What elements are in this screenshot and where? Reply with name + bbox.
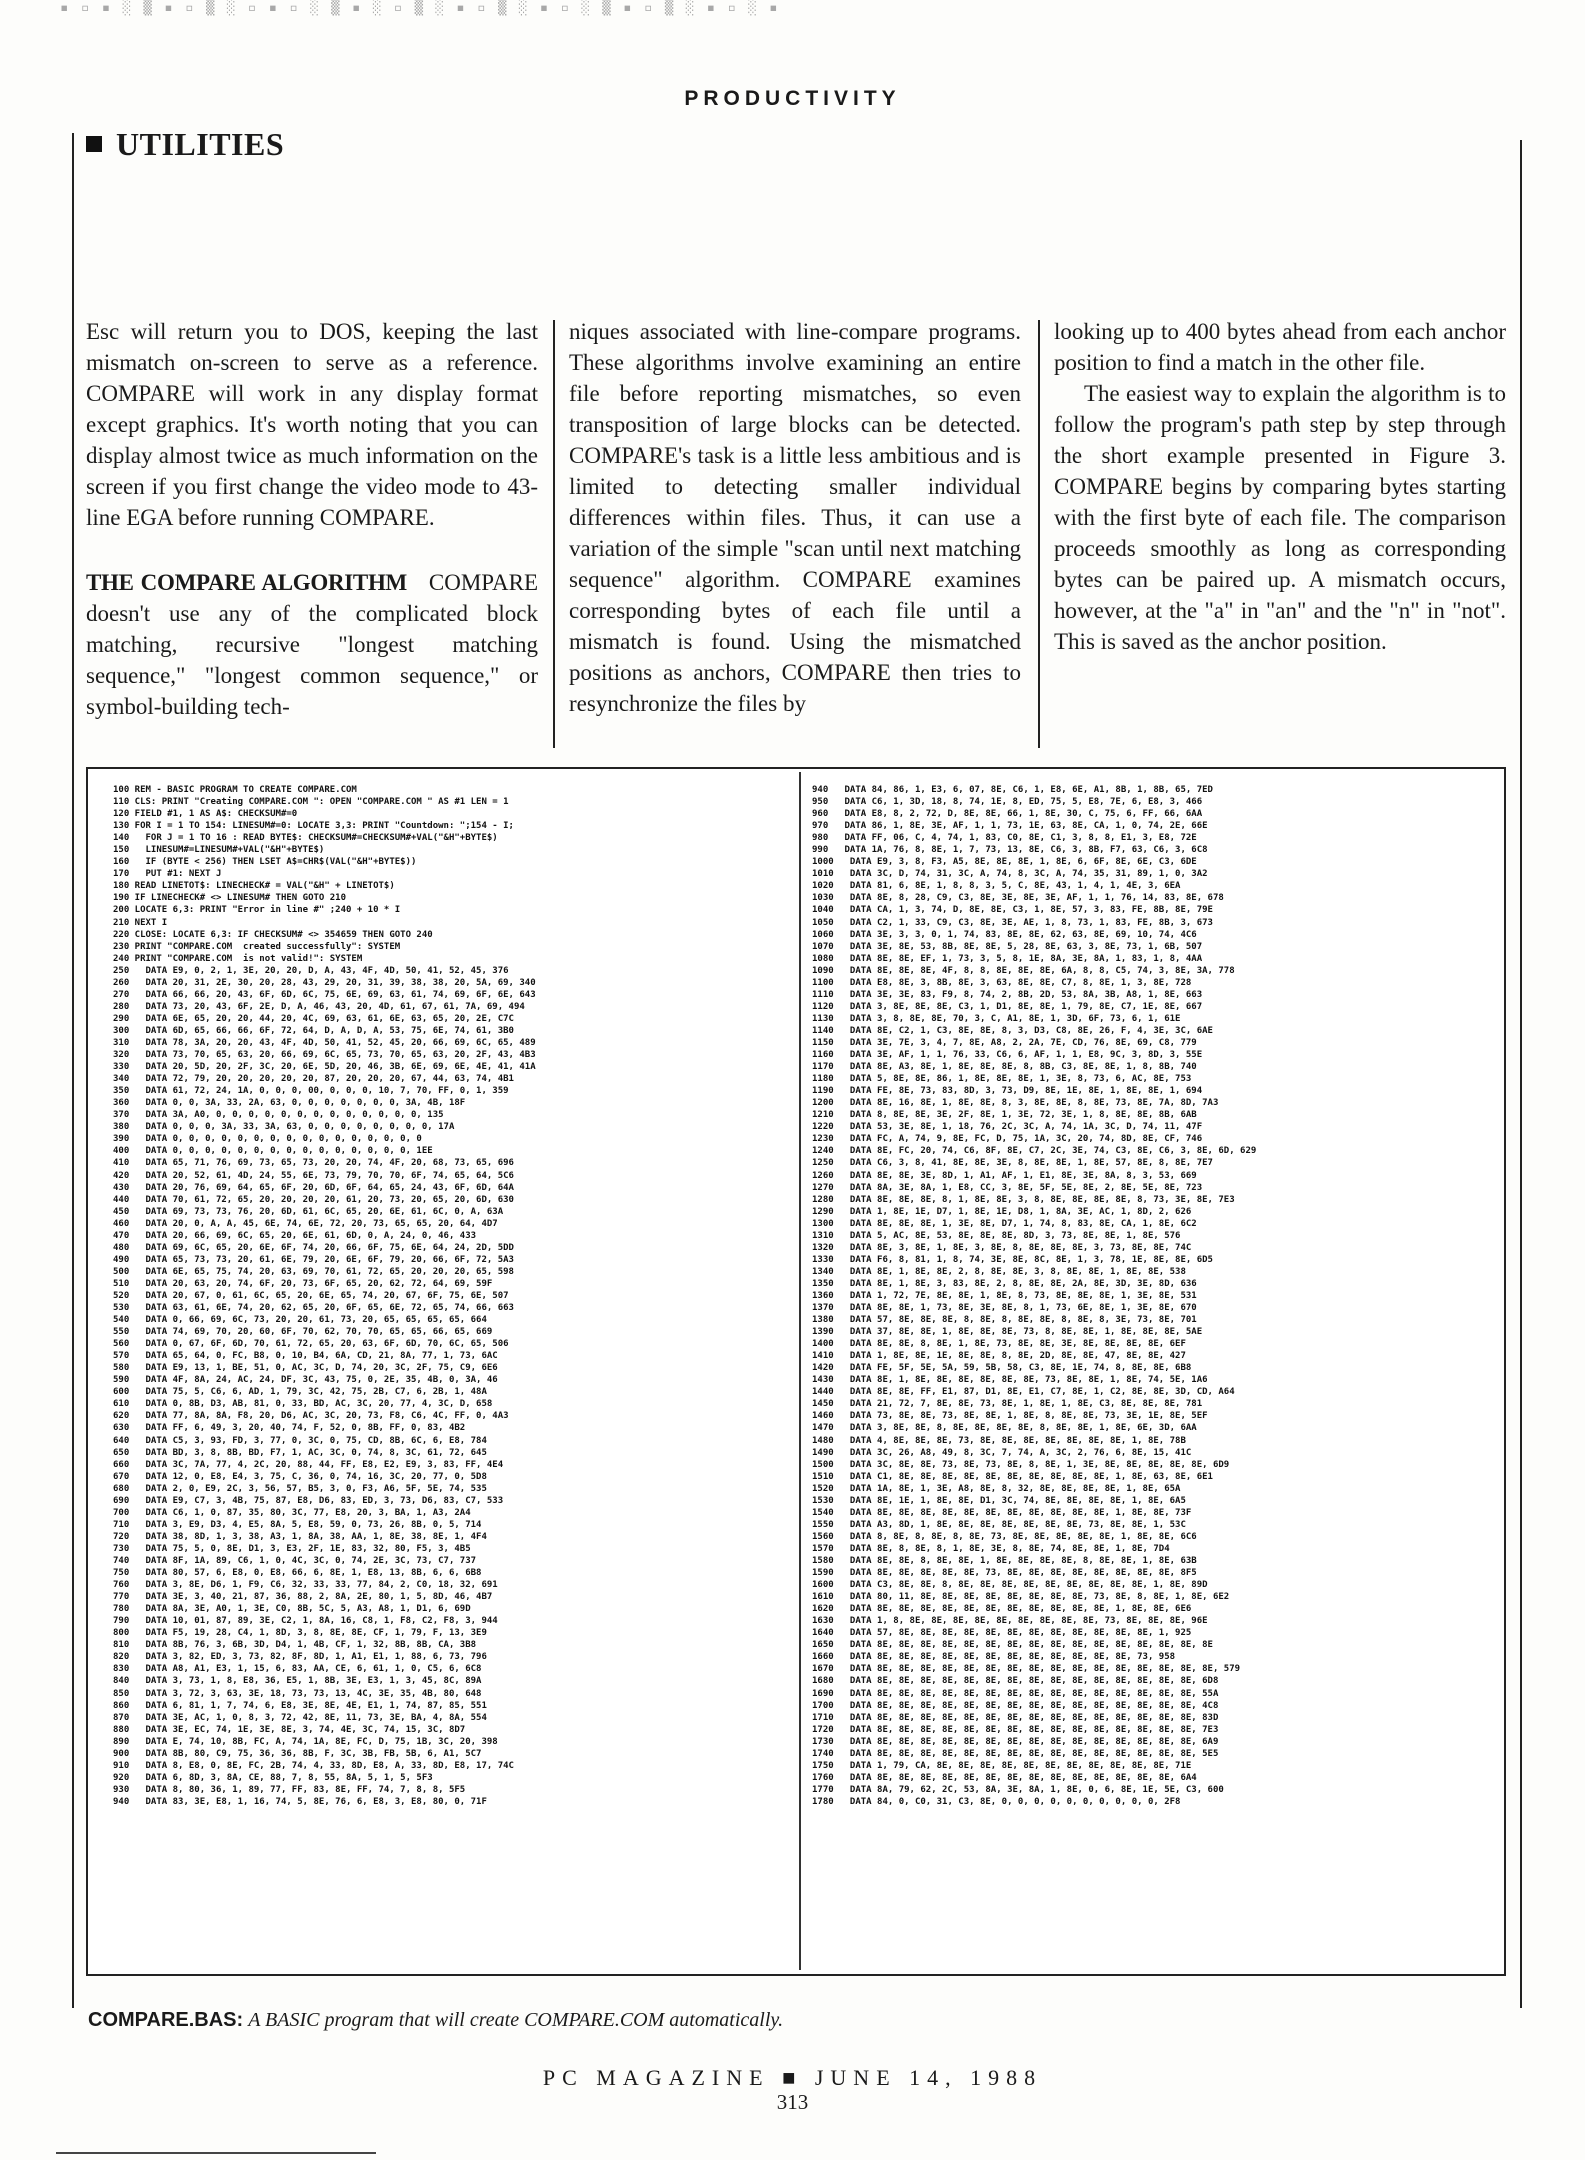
paragraph — [86, 567, 538, 722]
column-divider — [553, 320, 555, 748]
department-title: UTILITIES — [116, 126, 285, 162]
page-number: 313 — [776, 2090, 809, 2114]
article-column-2 — [569, 316, 1021, 719]
code-listing-right: 940 DATA 84, 86, 1, E3, 6, 07, 8E, C6, 1, E8, 6E, A1, 8B, 1, 8B, 65, 7ED 950 DATA C6, 1, 3D, 18, 8, 74, 1E, 8, ED, 75, 5, E8, 7E, 6, E8, 3, 466 960 DATA E8, 8, 2, 72, D, 8E, 8E, 66, 1, 8E, 30, C, 75, 6, FF, 66, 6AA 970 DATA 86, 1, 8E, 3E, AF, 1, 1, 73, 1E, 63, 8E, CA, 1, 0, 74, 2E, 66E 980 DATA FF, 06, C, 4, 74, 1, 83, C0, 8E, C1, 3, 8, 8, E1, 3, E8, 72E 990 DATA 1A, 76, 8, 8E, 1, 7, 73, 13, 8E, C6, 3, 8B, F7, 63, C6, 3, 6C8 1000 DATA E9, 3, 8, F3, A5, 8E, 8E, 8E, 1, 8E, 6, 6F, 8E, 6E, C3, 6DE 1010 DATA 3C, D, 74, 31, 3C, A, 74, 8, 3C, A, 74, 35, 31, 89, 1, 0, 3A2 1020 DATA 81, 6, 8E, 1, 8, 8, 3, 5, C, 8E, 43, 1, 4, 1, 4E, 3, 6EA 1030 DATA 8E, 8, 28, C9, C3, 8E, 3E, 8E, 3E, AF, 1, 1, 76, 14, 83, 8E, 678 1040 DATA CA, 1, 3, 74, D, 8E, 8E, C3, 1, 8E, 57, 3, 83, FE, 8B, 8E, 79E 1050 DATA C2, 1, 33, C9, C3, 8E, 3E, AE, 1, 8, 73, 1, 83, FE, 8B, 3, 673 1060 DATA 3E, 3, 3, 0, 1, 74, 83, 8E, 8E, 62, 63, 8E, 69, 10, 74, 4C6 1070 DATA 3E, 8E, 53, 8B, 8E, 8E, 5, 28, 8E, 63, 3, 8E, 73, 1, 6B, 507 1080 DATA 8E, 8E, EF, 1, 73, 3, 5, 8, 1E, 8A, 3E, 8A, 1, 83, 1, 8, 4AA 1090 DATA 8E, 8E, 8E, 4F, 8, 8, 8E, 8E, 8E, 6A, 8, 8, C5, 74, 3, 8E, 3A, 778 1100 DATA E8, 8E, 3, 8B, 8E, 3, 63, 8E, 8E, C7, 8, 8E, 1, 3, 8E, 728 1110 DATA 3E, 3E, 83, F9, 8, 74, 2, 8B, 2D, 53, 8A, 3B, A8, 1, 8E, 663 1120 DATA 3, 8E, 8E, 8E, C3, 1, D1, 8E, 8E, 1, 79, 8E, C7, 1E, 8E, 667 1130 DATA 3, 8, 8E, 8E, 70, 3, C, A1, 8E, 1, 3D, 6F, 73, 6, 1, 61E 1140 DATA 8E, C2, 1, C3, 8E, 8E, 8, 3, D3, C8, 8E, 26, F, 4, 3E, 3C, 6AE 1150 DATA 3E, 7E, 3, 4, 7, 8E, A8, 2, 2A, 7E, CD, 76, 8E, 69, C8, 779 1160 DATA 3E, AF, 1, 1, 76, 33, C6, 6, AF, 1, 1, E8, 9C, 3, 8D, 3, 55E 1170 DATA 8E, A3, 8E, 1, 8E, 8E, 8E, 8, 8B, C3, 8E, 8E, 1, 8, 8B, 740 1180 DATA 5, 8E, 8E, 86, 1, 8E, 8E, 8E, 1, 3E, 8, 73, 6, AC, 8E, 753 1190 DATA FE, 8E, 73, 83, 8D, 3, 73, D9, 8E, 1E, 8E, 1, 8E, 8E, 1, 694 1200 DATA 8E, 16, 8E, 1, 8E, 8E, 8, 3, 8E, 8E, 8, 8E, 73, 8E, 7A, 8D, 7A3 1210 DATA 8, 8E, 8E, 3E, 2F, 8E, 1, 3E, 72, 3E, 1, 8, 8E, 8E, 8B, 6AB 1220 DATA 53, 3E, 8E, 1, 18, 76, 2C, 3C, A, 74, 1A, 3C, D, 74, 11, 47F 1230 DATA FC, A, 74, 9, 8E, FC, D, 75, 1A, 3C, 20, 74, 8D, 8E, CF, 746 1240 DATA 8E, FC, 20, 74, C6, 8F, 8E, C7, 2C, 3E, 74, C3, 8E, C6, 3, 8E, 6D, 629 1250 DATA C6, 3, 8, 41, 8E, 8E, 3E, 8, 8E, 8E, 1, 8E, 57, 8E, 8, 8E, 7E7 1260 DATA 8E, 8E, 3E, 8D, 1, A1, AF, 1, E1, 8E, 3E, 8A, 8, 3, 53, 669 1270 DATA 8A, 3E, 8A, 1, E8, CC, 3, 8E, 5F, 5E, 8E, 2, 8E, 5E, 8E, 723 1280 DATA 8E, 8E, 8E, 8, 1, 8E, 8E, 3, 8, 8E, 8E, 8E, 8E, 8, 73, 3E, 8E, 7E3 1290 DATA 1, 8E, 1E, D7, 1, 8E, 1E, D8, 1, 8A, 3E, AC, 1, 8D, 2, 626 1300 DATA 8E, 8E, 8E, 1, 3E, 8E, D7, 1, 74, 8, 83, 8E, CA, 1, 8E, 6C2 1310 DATA 5, AC, 8E, 53, 8E, 8E, 8E, 8D, 3, 73, 8E, 8E, 1, 8E, 576 1320 DATA 8E, 3, 8E, 1, 8E, 3, 8E, 8, 8E, 8E, 8E, 3, 73, 8E, 8E, 74C 1330 DATA F6, 8, 81, 1, 8, 74, 3E, 8E, 8C, 8E, 1, 3, 78, 1E, 8E, 8E, 6D5 1340 DATA 8E, 1, 8E, 8E, 2, 8, 8E, 8E, 3, 8, 8E, 8E, 1, 8E, 8E, 538 1350 DATA 8E, 1, 8E, 3, 83, 8E, 2, 8, 8E, 8E, 2A, 8E, 3D, 3E, 8D, 636 1360 DATA 1, 72, 7E, 8E, 8E, 1, 8E, 8, 73, 8E, 8E, 8E, 1, 3E, 8E, 531 1370 DATA 8E, 8E, 1, 73, 8E, 3E, 8E, 8, 1, 73, 6E, 8E, 1, 3E, 8E, 670 1380 DATA 57, 8E, 8E, 8E, 8, 8E, 8, 8E, 8E, 8, 8E, 8, 3E, 73, 8E, 701 1390 DATA 37, 8E, 8E, 1, 8E, 8E, 8E, 73, 8, 8E, 8E, 1, 8E, 8E, 8E, 5AE 1400 DATA 8E, 8E, 8, 8E, 1, 8E, 73, 8E, 8E, 3E, 8E, 8E, 8E, 8E, 6EF 1410 DATA 1, 8E, 8E, 1E, 8E, 8E, 8, 8E, 2D, 8E, 8E, 47, 8E, 8E, 427 1420 DATA FE, 5F, 5E, 5A, 59, 5B, 58, C3, 8E, 1E, 74, 8, 8E, 8E, 6B8 1430 DATA 8E, 1, 8E, 8E, 8E, 8E, 8E, 8E, 73, 8E, 8E, 1, 8E, 74, 5E, 1A6 1440 DATA 8E, 8E, FF, E1, 87, D1, 8E, E1, C7, 8E, 1, C2, 8E, 8E, 3D, CD, A64 1450 DATA 21, 72, 7, 8E, 8E, 73, 8E, 1, 8E, 1, 8E, C3, 8E, 8E, 8E, 781 1460 DATA 73, 8E, 8E, 73, 8E, 8E, 1, 8E, 8, 8E, 8E, 73, 3E, 1E, 8E, 5EF 1470 DATA 3, 8E, 8E, 8, 8E, 8E, 8E, 8E, 8, 8E, 8E, 1, 8E, 6E, 3D, 6AA 1480 DATA 4, 8E, 8E, 8E, 73, 8E, 8E, 8E, 8E, 8E, 8E, 8E, 1, 8E, 78B 1490 DATA 3C, 26, A8, 49, 8, 3C, 7, 74, A, 3C, 2, 76, 6, 8E, 15, 41C 1500 DATA 3C, 8E, 8E, 73, 8E, 73, 8E, 8, 8E, 1, 3E, 8E, 8E, 8E, 8E, 8E, 6D9 1510 DATA C1, 8E, 8E, 8E, 8E, 8E, 8E, 8E, 8E, 8E, 8E, 1, 8E, 63, 8E, 6E1 1520 DATA 1A, 8E, 1, 3E, A8, 8E, 8, 32, 8E, 8E, 8E, 8E, 1, 8E, 65A 1530 DATA 8E, 1E, 1, 8E, 8E, D1, 3C, 74, 8E, 8E, 8E, 8E, 1, 8E, 6A5 1540 DATA 8E, 8E, 8E, 8E, 8E, 8E, 8E, 8E, 8E, 8E, 8E, 1, 8E, 8E, 73F 1550 DATA A3, 8D, 1, 8E, 8E, 8E, 8E, 8E, 8E, 8E, 73, 8E, 8E, 1, 53C 1560 DATA 8, 8E, 8, 8E, 8, 8E, 73, 8E, 8E, 8E, 8E, 8E, 1, 8E, 8E, 6C6 1570 DATA 8E, 8, 8E, 8, 1, 8E, 3E, 8, 8E, 74, 8E, 8E, 1, 8E, 7D4 1580 DATA 8E, 8E, 8, 8E, 8E, 1, 8E, 8E, 8E, 8E, 8, 8E, 8E, 1, 8E, 63B 1590 DATA 8E, 8E, 8E, 8E, 8E, 73, 8E, 8E, 8E, 8E, 8E, 8E, 8E, 8E, 8F5 1600 DATA C3, 8E, 8E, 8, 8E, 8E, 8E, 8E, 8E, 8E, 8E, 8E, 8E, 1, 8E, 89D 1610 DATA 80, 11, 8E, 8E, 8E, 8E, 8E, 8E, 8E, 8E, 73, 8E, 8, 8E, 1, 8E, 6E2 1620 DATA 8E, 8E, 8E, 8E, 8E, 8E, 8E, 8E, 8E, 8E, 8E, 1, 8E, 8E, 6E6 1630 DATA 1, 8, 8E, 8E, 8E, 8E, 8E, 8E, 8E, 8E, 8E, 73, 8E, 8E, 8E, 96E 1640 DATA 57, 8E, 8E, 8E, 8E, 8E, 8E, 8E, 8E, 8E, 8E, 8E, 8E, 1, 925 1650 DATA 8E, 8E, 8E, 8E, 8E, 8E, 8E, 8E, 8E, 8E, 8E, 8E, 8E, 8E, 8E, 8E 1660 DATA 8E, 8E, 8E, 8E, 8E, 8E, 8E, 8E, 8E, 8E, 8E, 8E, 73, 958 1670 DATA 8E, 8E, 8E, 8E, 8E, 8E, 8E, 8E, 8E, 8E, 8E, 8E, 8E, 8E, 8E, 8E, 579 1680 DATA 8E, 8E, 8E, 8E, 8E, 8E, 8E, 8E, 8E, 8E, 8E, 8E, 8E, 8E, 8E, 6D8 1690 DATA 8E, 8E, 8E, 8E, 8E, 8E, 8E, 8E, 8E, 8E, 8E, 8E, 8E, 8E, 8E, 55A 1700 DATA 8E, 8E, 8E, 8E, 8E, 8E, 8E, 8E, 8E, 8E, 8E, 8E, 8E, 8E, 8E, 4C8 1710 DATA 8E, 8E, 8E, 8E, 8E, 8E, 8E, 8E, 8E, 8E, 8E, 8E, 8E, 8E, 8E, 83D 1720 DATA 8E, 8E, 8E, 8E, 8E, 8E, 8E, 8E, 8E, 8E, 8E, 8E, 8E, 8E, 8E, 7E3 1730 DATA 8E, 8E, 8E, 8E, 8E, 8E, 8E, 8E, 8E, 8E, 8E, 8E, 8E, 8E, 8E, 6A9 1740 DATA 8E, 8E, 8E, 8E, 8E, 8E, 8E, 8E, 8E, 8E, 8E, 8E, 8E, 8E, 8E, 5E5 1750 DATA 1, 79, CA, 8E, 8E, 8E, 8E, 8E, 8E, 8E, 8E, 8E, 8E, 8E, 71E 1760 DATA 8E, 8E, 8E, 8E, 8E, 8E, 8E, 8E, 8E, 8E, 8E, 8E, 8E, 8E, 6A4 1770 DATA 8A, 79, 62, 2C, 53, 8A, 3E, 8A, 1, 8E, 0, 6, 8E, 1E, 5E, C3, 600 1780 DATA 84, 0, C0, 31, C3, 8E, 0, 0, 0, 0, 0, 0, 0, 0, 0, 0, 2F8 — [812, 785, 1257, 1807]
paragraph-text: COMPARE doesn't use any of the complicated block matching, recursive "longest matching sequence," "longest common sequence," or symbol-building tech- — [86, 570, 538, 719]
subhead: THE COMPARE ALGORITHM — [86, 570, 407, 595]
paragraph: niques associated with line-compare programs. These algorithms involve examining an entire file before reporting mismatches, so even transposition of large blocks can be detected. COMPARE's task is a little less ambitious and is limited to detecting smaller individual differences within files. Thus, it can use a variation of the simple "scan until next matching sequence" algorithm. COMPARE examines corresponding bytes of each file until a mismatch is found. Using the mismatched positions as anchors, COMPARE then tries to resynchronize the files by — [569, 319, 1021, 716]
code-listing-left: 100 REM - BASIC PROGRAM TO CREATE COMPARE.COM 110 CLS: PRINT "Creating COMPARE.COM ": OPEN "COMPARE.COM " AS #1 LEN = 1 120 FIELD #1, 1 AS A$: CHECKSUM#=0 130 FOR I = 1 TO 154: LINESUM#=0: LOCATE 3,3: PRINT "Countdown: ";154 - I; 140 FOR J = 1 TO 16 : READ BYTE$: CHECKSUM#=CHECKSUM#+VAL("&H"+BYTE$) 150 LINESUM#=LINESUM#+VAL("&H"+BYTE$) 160 IF (BYTE < 256) THEN LSET A$=CHR$(VAL("&H"+BYTE$)) 170 PUT #1: NEXT J 180 READ LINETOT$: LINECHECK# = VAL("&H" + LINETOT$) 190 IF LINECHECK# <> LINESUM# THEN GOTO 210 200 LOCATE 6,3: PRINT "Error in line #" ;240 + 10 * I 210 NEXT I 220 CLOSE: LOCATE 6,3: IF CHECKSUM# <> 354659 THEN GOTO 240 230 PRINT "COMPARE.COM created successfully": SYSTEM 240 PRINT "COMPARE.COM is not valid!": SYSTEM 250 DATA E9, 0, 2, 1, 3E, 20, 20, D, A, 43, 4F, 4D, 50, 41, 52, 45, 376 260 DATA 20, 31, 2E, 30, 20, 28, 43, 29, 20, 31, 39, 38, 38, 20, 5A, 69, 340 270 DATA 66, 66, 20, 43, 6F, 6D, 6C, 75, 6E, 69, 63, 61, 74, 69, 6F, 6E, 643 280 DATA 73, 20, 43, 6F, 2E, D, A, 46, 43, 20, 4D, 61, 67, 61, 7A, 69, 494 290 DATA 6E, 65, 20, 20, 44, 20, 4C, 69, 63, 61, 6E, 63, 65, 20, 2E, C7C 300 DATA 6D, 65, 66, 66, 6F, 72, 64, D, A, D, A, 53, 75, 6E, 74, 61, 3B0 310 DATA 78, 3A, 20, 20, 43, 4F, 4D, 50, 41, 52, 45, 20, 66, 69, 6C, 65, 489 320 DATA 73, 70, 65, 63, 20, 66, 69, 6C, 65, 73, 70, 65, 63, 20, 2F, 43, 4B3 330 DATA 20, 5D, 20, 2F, 3C, 20, 6E, 5D, 20, 46, 3B, 6E, 69, 6E, 4E, 41, 41A 340 DATA 72, 79, 20, 20, 20, 20, 20, 87, 20, 20, 20, 67, 44, 63, 74, 4B1 350 DATA 61, 72, 24, 1A, 0, 0, 0, 00, 0, 0, 0, 10, 7, 70, FF, 0, 1, 359 360 DATA 0, 0, 3A, 33, 2A, 63, 0, 0, 0, 0, 0, 0, 0, 3A, 4B, 18F 370 DATA 3A, A0, 0, 0, 0, 0, 0, 0, 0, 0, 0, 0, 0, 0, 0, 135 380 DATA 0, 0, 0, 3A, 33, 3A, 63, 0, 0, 0, 0, 0, 0, 0, 0, 17A 390 DATA 0, 0, 0, 0, 0, 0, 0, 0, 0, 0, 0, 0, 0, 0, 0, 0 400 DATA 0, 0, 0, 0, 0, 0, 0, 0, 0, 0, 0, 0, 0, 0, 0, 1EE 410 DATA 65, 71, 76, 69, 73, 65, 73, 20, 20, 74, 4F, 20, 68, 73, 65, 696 420 DATA 20, 52, 61, 4D, 24, 55, 6E, 73, 79, 70, 70, 6F, 74, 65, 64, 5C6 430 DATA 20, 76, 69, 64, 65, 6F, 20, 6D, 6F, 64, 65, 24, 43, 6F, 6D, 64A 440 DATA 70, 61, 72, 65, 20, 20, 20, 20, 61, 20, 73, 20, 65, 20, 6D, 630 450 DATA 69, 73, 73, 76, 20, 6D, 61, 6C, 65, 20, 6E, 61, 6C, 0, A, 63A 460 DATA 20, 0, A, A, 45, 6E, 74, 6E, 72, 20, 73, 65, 65, 20, 64, 4D7 470 DATA 20, 66, 69, 6C, 65, 20, 6E, 61, 6D, 0, A, 24, 0, 46, 433 480 DATA 69, 6C, 65, 20, 6E, 6F, 74, 20, 66, 6F, 75, 6E, 64, 24, 2D, 5DD 490 DATA 65, 73, 73, 20, 61, 6E, 79, 20, 6E, 6F, 79, 20, 66, 6F, 72, 5A3 500 DATA 6E, 65, 75, 74, 20, 63, 69, 70, 61, 72, 65, 20, 20, 20, 65, 598 510 DATA 20, 63, 20, 74, 6F, 20, 73, 6F, 65, 20, 62, 72, 64, 69, 59F 520 DATA 20, 67, 0, 61, 6C, 65, 20, 6E, 65, 74, 20, 67, 6F, 75, 6E, 507 530 DATA 63, 61, 6E, 74, 20, 62, 65, 20, 6F, 65, 6E, 72, 65, 74, 66, 663 540 DATA 0, 66, 69, 6C, 73, 20, 20, 61, 73, 20, 65, 65, 65, 65, 664 550 DATA 74, 69, 70, 20, 60, 6F, 70, 62, 70, 70, 65, 65, 66, 65, 669 560 DATA 0, 67, 6F, 6D, 70, 61, 72, 65, 20, 63, 6F, 6D, 70, 6C, 65, 506 570 DATA 65, 64, 0, FC, B8, 0, 10, B4, 6A, CD, 21, 8A, 77, 1, 73, 6AC 580 DATA E9, 13, 1, BE, 51, 0, AC, 3C, D, 74, 20, 3C, 2F, 75, C9, 6E6 590 DATA 4F, 8A, 24, AC, 24, DF, 3C, 43, 75, 0, 2E, 35, 4B, 0, 3A, 46 600 DATA 75, 5, C6, 6, AD, 1, 79, 3C, 42, 75, 2B, C7, 6, 2B, 1, 48A 610 DATA 0, 8B, D3, AB, 81, 0, 33, BD, AC, 3C, 20, 77, 4, 3C, D, 658 620 DATA 77, 8A, 8A, F8, 20, D6, AC, 3C, 20, 73, F8, C6, 4C, FF, 0, 4A3 630 DATA FF, 6, 49, 3, 20, 40, 74, F, 52, 0, 8B, FF, 0, 83, 4B2 640 DATA C5, 3, 93, FD, 3, 77, 0, 3C, 0, 75, CD, 8B, 6C, 6, E8, 784 650 DATA BD, 3, 8, 8B, BD, F7, 1, AC, 3C, 0, 74, 8, 3C, 61, 72, 645 660 DATA 3C, 7A, 77, 4, 2C, 20, 88, 44, FF, E8, E2, E9, 3, 83, FF, 4E4 670 DATA 12, 0, E8, E4, 3, 75, C, 36, 0, 74, 16, 3C, 20, 77, 0, 5D8 680 DATA 2, 0, E9, 2C, 3, 56, 57, B5, 3, 0, F3, A6, 5F, 5E, 74, 535 690 DATA E9, C7, 3, 4B, 75, 87, E8, D6, 83, ED, 3, 73, D6, 83, C7, 533 700 DATA C6, 1, 0, 87, 35, 80, 3C, 77, E8, 20, 3, BA, 1, A3, 2A4 710 DATA 3, E9, D3, 4, E5, 8A, 5, E8, 59, 0, 73, 26, 8B, 0, 5, 714 720 DATA 38, 8D, 1, 3, 38, A3, 1, 8A, 38, AA, 1, 8E, 38, 8E, 1, 4F4 730 DATA 75, 5, 0, 8E, D1, 3, E3, 2F, 1E, 83, 32, 80, F5, 3, 4B5 740 DATA 8F, 1A, 89, C6, 1, 0, 4C, 3C, 0, 74, 2E, 3C, 73, C7, 737 750 DATA 80, 57, 6, E8, 0, E8, 66, 6, 8E, 1, E8, 13, 8B, 6, 6, 6B8 760 DATA 3, 8E, D6, 1, F9, C6, 32, 33, 33, 77, 84, 2, C0, 18, 32, 691 770 DATA 3E, 3, 40, 21, 87, 36, 88, 2, 8A, 2E, 80, 1, 5, 8D, 46, 4B7 780 DATA 8A, 3E, A0, 1, 3E, C0, 8B, 5C, 5, A3, A8, 1, D1, 6, 69D 790 DATA 10, 01, 87, 89, 3E, C2, 1, 8A, 16, C8, 1, F8, C2, F8, 3, 944 800 DATA F5, 19, 28, C4, 1, 8D, 3, 8, 8E, 8E, CF, 1, 79, F, 13, 3E9 810 DATA 8B, 76, 3, 6B, 3D, D4, 1, 4B, CF, 1, 32, 8B, 8B, CA, 3B8 820 DATA 3, 82, ED, 3, 73, 82, 8F, 8D, 1, A1, E1, 1, 88, 6, 73, 796 830 DATA A8, A1, E3, 1, 15, 6, 83, AA, CE, 6, 61, 1, 0, C5, 6, 6C8 840 DATA 3, 73, 1, 8, E8, 36, E5, 1, 8B, 3E, E3, 1, 3, 45, 8C, 89A 850 DATA 3, 72, 3, 63, 3E, 18, 73, 73, 13, 4C, 3E, 35, 4B, 80, 648 860 DATA 6, 81, 1, 7, 74, 6, E8, 3E, 8E, 4E, E1, 1, 74, 87, 85, 551 870 DATA 3E, AC, 1, 0, 8, 3, 72, 42, 8E, 11, 73, 3E, BA, 4, 8A, 554 880 DATA 3E, EC, 74, 1E, 3E, 8E, 3, 74, 4E, 3C, 74, 15, 3C, 8D7 890 DATA E, 74, 10, 8B, FC, A, 74, 1A, 8E, FC, D, 75, 1B, 3C, 20, 398 900 DATA 8B, 80, C9, 75, 36, 36, 8B, F, 3C, 3B, FB, 5B, 6, A1, 5C7 910 DATA 8, E8, 0, 8E, FC, 2B, 74, 4, 33, 8D, E8, A, 33, 8D, E8, 17, 74C 920 DATA 6, 8D, 3, 8A, CE, 88, 7, 8, 55, 8A, 5, 1, 5, 5F3 930 DATA 8, 80, 36, 1, 89, 77, FF, 83, 8E, FF, 74, 7, 8, 8, 5F5 940 DATA 83, 3E, E8, 1, 16, 74, 5, 8E, 76, 6, E8, 3, E8, 80, 0, 71F — [113, 785, 536, 1807]
paragraph: looking up to 400 bytes ahead from each anchor position to find a match in the other file. — [1054, 319, 1506, 375]
right-rule — [1520, 140, 1522, 2008]
figure-caption — [88, 2009, 783, 2032]
paragraph: The easiest way to explain the algorithm is to follow the program's path step by step through the short example presented in Figure 3. COMPARE begins by comparing bytes starting with the first byte of each file. The comparison proceeds smoothly as long as corresponding bytes can be paired up. A mismatch occurs, however, at the "a" in "an" and the "n" in "not". This is saved as the anchor position. — [1054, 381, 1506, 654]
bullet-square-icon — [86, 136, 102, 152]
caption-text: A BASIC program that will create COMPARE.COM automatically. — [248, 2009, 784, 2031]
section-label: PRODUCTIVITY — [684, 87, 901, 110]
left-rule — [72, 133, 74, 2008]
paragraph: Esc will return you to DOS, keeping the last mismatch on-screen to serve as a reference. COMPARE will work in any display format except graphics. It's worth noting that you can display almost twice as much information on the screen if you first change the video mode to 43-line EGA before running COMPARE. — [86, 319, 538, 530]
scan-edge-line — [56, 2152, 376, 2154]
scan-noise: ▪ ▫ ▪ ░ ▒ ▪ ▫ ▒ ░ ▫ ▪ ▫ ░ ▒ ▪ ░ ▫ ▒ ░ ▪ ▫ ▒ ░ ▪ ▫ ░ ▒ ▪ ▫ ▒ ░ ▪ ▫ ░ ▪ — [60, 0, 780, 16]
listing-divider — [799, 772, 801, 1970]
caption-title: COMPARE.BAS: — [88, 2009, 244, 2031]
column-divider — [1038, 320, 1040, 748]
article-column-1 — [86, 316, 538, 722]
article-column-3 — [1054, 316, 1506, 657]
department-heading — [86, 126, 284, 163]
magazine-footer: PC MAGAZINE ■ JUNE 14, 1988 — [542, 2065, 1043, 2090]
